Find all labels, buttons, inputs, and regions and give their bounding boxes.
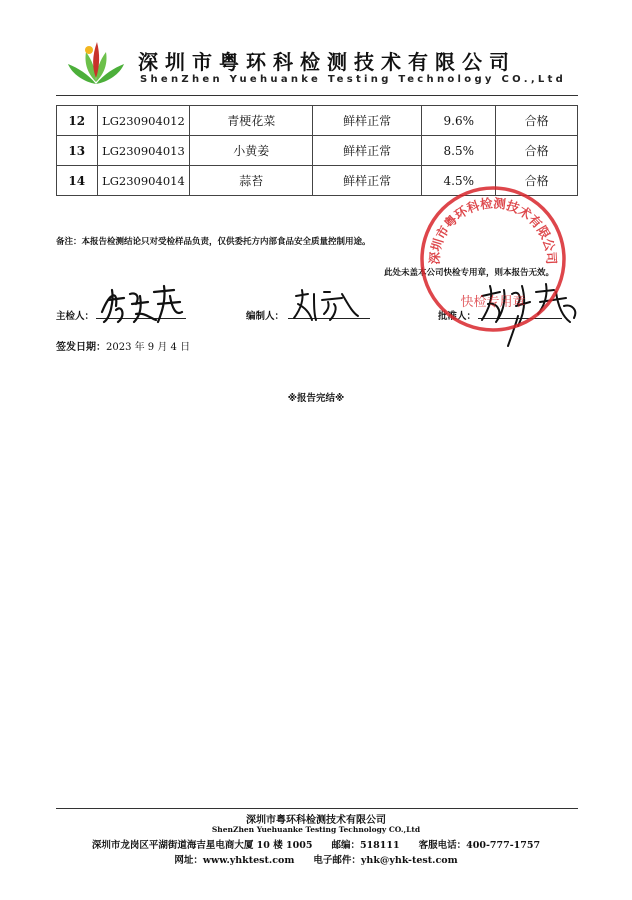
issue-date [56, 338, 190, 353]
inhibition-rate: 8.5% [422, 136, 496, 166]
approver-label: 批准人： [438, 311, 477, 322]
remark-text: 备注：本报告检测结论只对受检样品负责，仅供委托方内部食品安全质量控制用途。 [56, 237, 371, 247]
results-table [56, 105, 578, 196]
header-divider [56, 95, 578, 96]
footer-address: 深圳市龙岗区平湖街道海吉星电商大厦 10 楼 1005 邮编：518111 客服电话：400-777-1757 [91, 840, 541, 851]
company-name-cn: 深圳市粤环科检测技术有限公司 [138, 50, 516, 74]
inspector-label: 主检人： [56, 311, 95, 322]
company-name-en: ShenZhen Yuehuanke Testing Technology CO.,Ltd [140, 74, 567, 85]
footer-divider [56, 808, 578, 809]
sample-code: LG230904012 [97, 106, 190, 136]
sample-state: 鲜样正常 [313, 136, 422, 166]
sample-code: LG230904013 [97, 136, 190, 166]
sample-state: 鲜样正常 [313, 106, 422, 136]
stamp-validity-note: 此处未盖本公司快检专用章，则本报告无效。 [384, 268, 555, 278]
footer-company-cn: 深圳市粤环科检测技术有限公司 [246, 815, 386, 826]
table-row [57, 136, 578, 166]
inhibition-rate: 9.6% [422, 106, 496, 136]
verdict: 合格 [496, 166, 578, 196]
inhibition-rate: 4.5% [422, 166, 496, 196]
row-number: 14 [57, 166, 98, 196]
seal-purpose-text: 快检专用章 [460, 295, 526, 310]
company-logo-icon [66, 38, 126, 88]
report-end-mark: ※报告完结※ [287, 393, 345, 404]
footer-company-en: ShenZhen Yuehuanke Testing Technology CO.,Ltd [211, 825, 421, 834]
official-seal-icon [418, 184, 568, 334]
issue-date-value: 2023 年 9 月 4 日 [106, 342, 191, 353]
footer-contact: 网址：www.yhktest.com 电子邮件：yhk@yhk-test.com [174, 855, 458, 866]
seal-company-text: 深圳市粤环科检测技术有限公司 [426, 195, 560, 265]
inspector-signature-icon [96, 282, 188, 326]
compiler-label: 编制人： [246, 311, 285, 322]
row-number: 12 [57, 106, 98, 136]
sample-name: 蒜苔 [190, 166, 313, 196]
sample-state: 鲜样正常 [313, 166, 422, 196]
table-row [57, 106, 578, 136]
sample-name: 小黄姜 [190, 136, 313, 166]
issue-date-label: 签发日期： [56, 342, 106, 353]
sample-code: LG230904014 [97, 166, 190, 196]
letterhead [60, 36, 580, 92]
compiler-signature-icon [290, 286, 362, 326]
row-number: 13 [57, 136, 98, 166]
sample-name: 青梗花菜 [190, 106, 313, 136]
verdict: 合格 [496, 106, 578, 136]
verdict: 合格 [496, 136, 578, 166]
